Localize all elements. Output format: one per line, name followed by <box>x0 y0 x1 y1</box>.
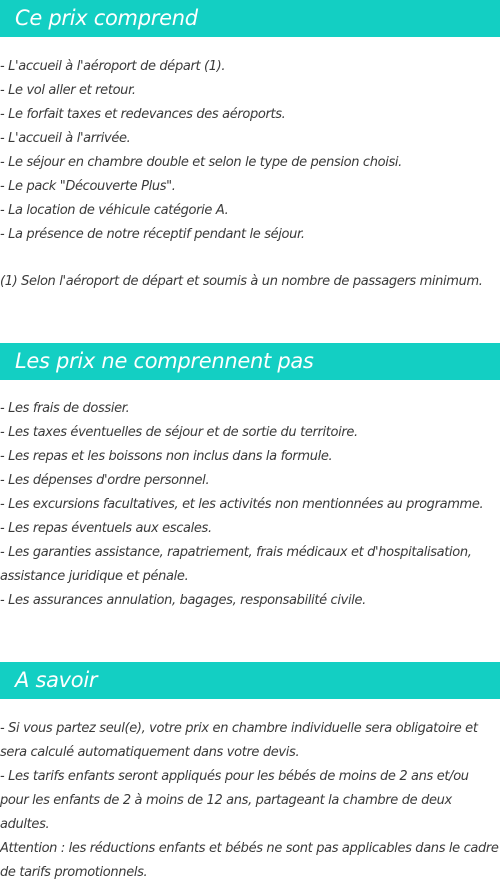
list-item: - Le séjour en chambre double et selon le type de pension choisi. <box>0 155 402 170</box>
section-title: A savoir <box>15 668 98 692</box>
list-item: - Les frais de dossier. <box>0 401 130 416</box>
section-header <box>0 343 500 380</box>
info-paragraph: - Si vous partez seul(e), votre prix en chambre individuelle sera obligatoire et sera calculé automatiquement dans votre devis. <box>0 721 478 760</box>
list-item: - La présence de notre réceptif pendant le séjour. <box>0 227 305 242</box>
list-item: - Le vol aller et retour. <box>0 83 136 98</box>
info-content <box>0 717 500 885</box>
section-header <box>0 662 500 699</box>
list-item: - Les dépenses d'ordre personnel. <box>0 473 210 488</box>
included-list <box>0 55 500 247</box>
list-item: - Les assurances annulation, bagages, responsabilité civile. <box>0 593 366 608</box>
section-good-to-know <box>0 662 500 885</box>
footnote: (1) Selon l'aéroport de départ et soumis à un nombre de passagers minimum. <box>0 274 483 289</box>
section-price-includes <box>0 0 500 294</box>
section-price-excludes <box>0 343 500 613</box>
list-item: - Le pack "Découverte Plus". <box>0 179 176 194</box>
section-title: Ce prix comprend <box>15 6 198 30</box>
list-item: - L'accueil à l'aéroport de départ (1). <box>0 59 226 74</box>
excluded-list <box>0 397 500 613</box>
list-item: - L'accueil à l'arrivée. <box>0 131 131 146</box>
list-item: - Les repas et les boissons non inclus dans la formule. <box>0 449 333 464</box>
info-paragraph: Attention : les réductions enfants et bébés ne sont pas applicables dans le cadre de tarifs promotionnels. <box>0 841 499 880</box>
info-paragraph: - Les tarifs enfants seront appliqués pour les bébés de moins de 2 ans et/ou pour les enfants de 2 à moins de 12 ans, partageant la chambre de deux adultes. <box>0 769 469 832</box>
list-item: - Le forfait taxes et redevances des aéroports. <box>0 107 286 122</box>
list-item: - Les excursions facultatives, et les activités non mentionnées au programme. <box>0 497 484 512</box>
section-title: Les prix ne comprennent pas <box>15 349 314 373</box>
list-item: - Les garanties assistance, rapatriement, frais médicaux et d'hospitalisation, assistance juridique et pénale. <box>0 545 472 584</box>
section-header <box>0 0 500 37</box>
list-item: - Les taxes éventuelles de séjour et de sortie du territoire. <box>0 425 358 440</box>
list-item: - La location de véhicule catégorie A. <box>0 203 229 218</box>
list-item: - Les repas éventuels aux escales. <box>0 521 212 536</box>
